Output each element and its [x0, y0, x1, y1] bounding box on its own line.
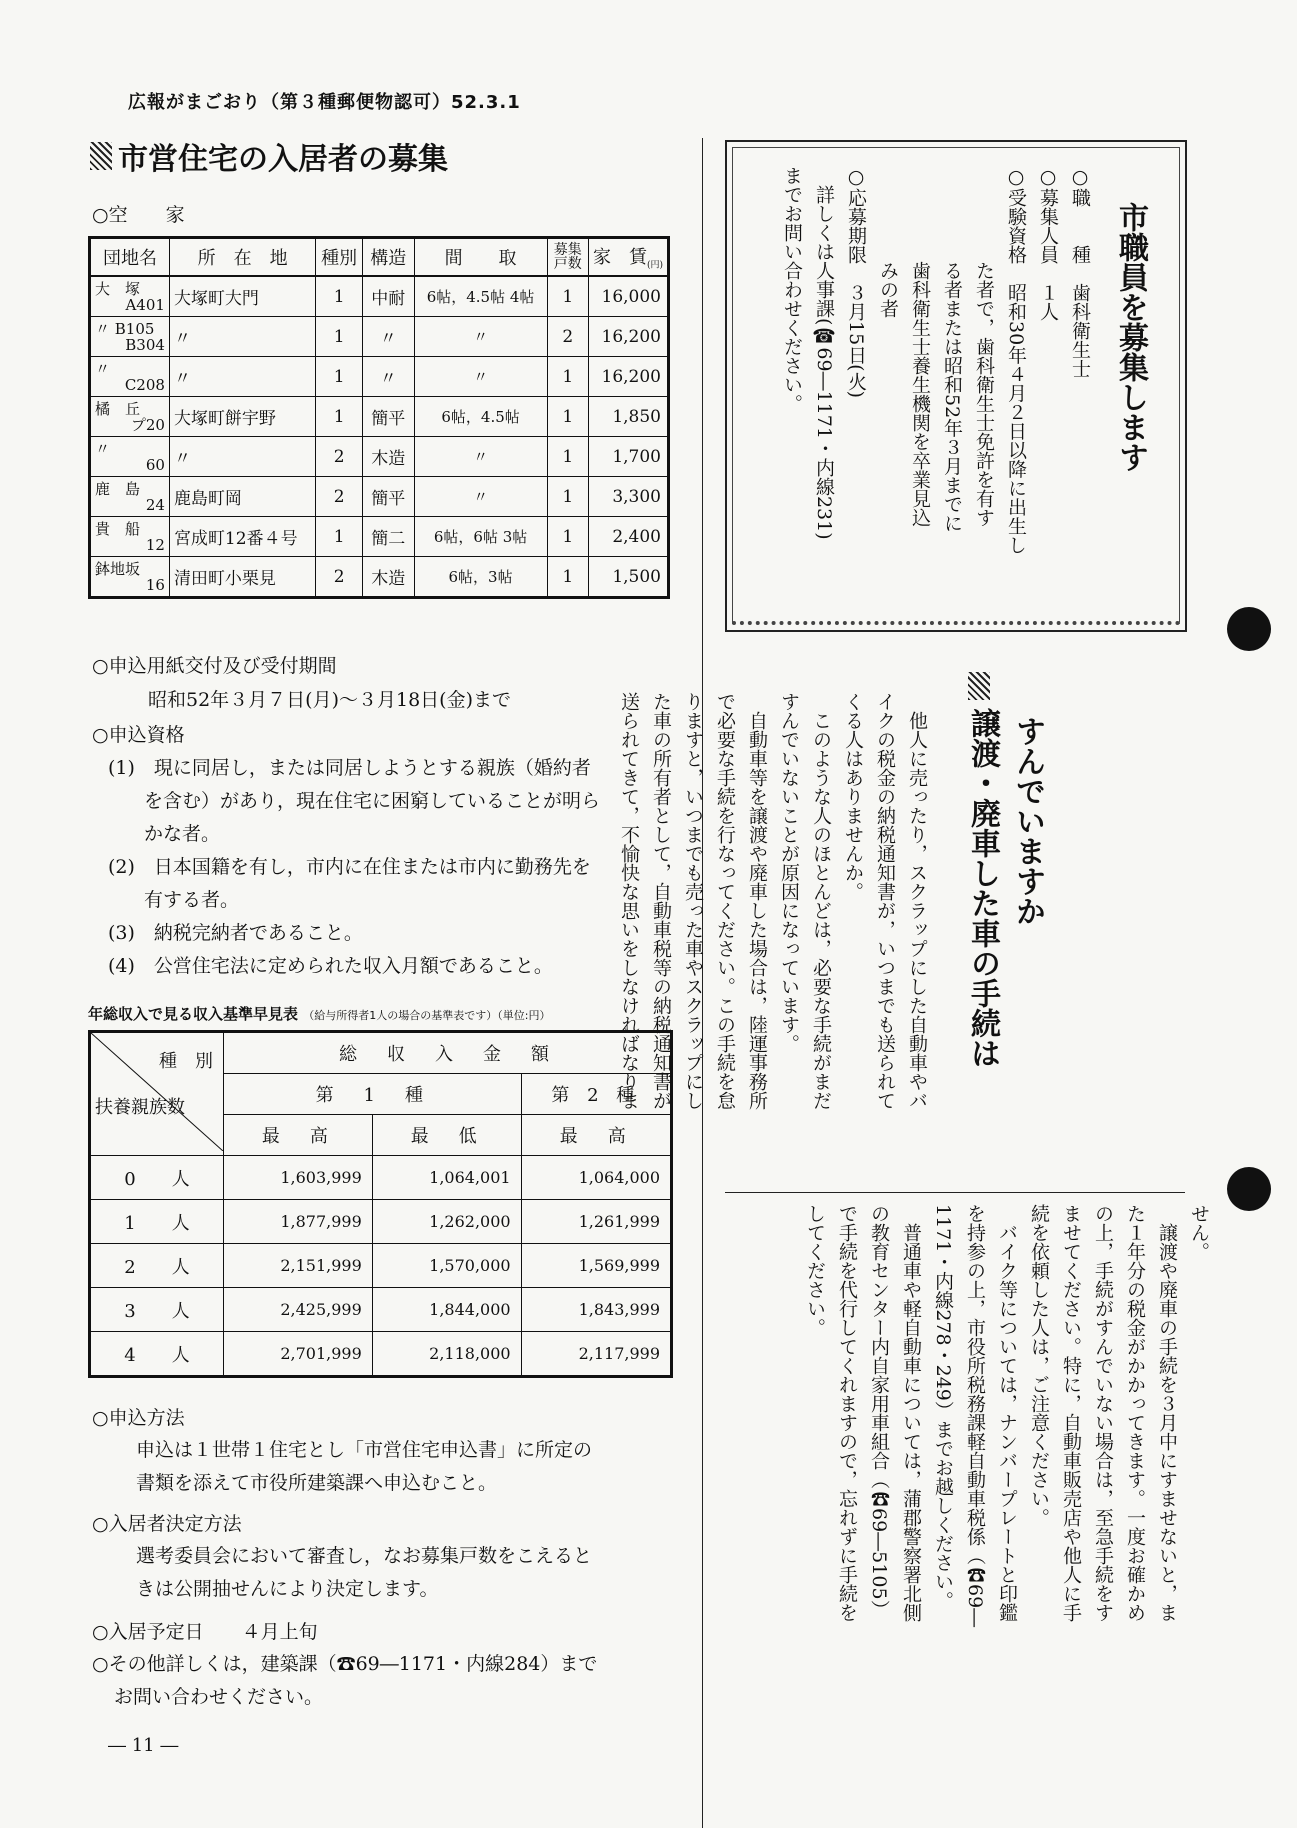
text-column: ○応募期限 ３月15日(火) [845, 166, 867, 399]
estate-name-cell [90, 437, 170, 477]
text-column: 送られてきて，不愉快な思いをしなければなりま [618, 692, 640, 1110]
movein-date: ○入居予定日 ４月上旬 [92, 1621, 318, 1643]
page-number: ― 11 ― [108, 1735, 179, 1756]
type1-max-cell: 1,877,999 [224, 1200, 373, 1244]
text-column: で手続を代行してくれますので，忘れずに手続を [836, 1204, 858, 1622]
rooms-cell: 6帖，3帖 [414, 557, 547, 598]
vacancy-table [88, 236, 670, 599]
address-cell: 〃 [169, 437, 315, 477]
address-cell: 宮成町12番４号 [169, 517, 315, 557]
text-column: 自動車等を譲渡や廃車した場合は，陸運事務所 [746, 692, 768, 1110]
table-row [90, 1156, 672, 1200]
rent-unit: (円) [646, 260, 663, 271]
income-table [88, 1030, 673, 1378]
contact-line: お問い合わせください。 [114, 1686, 324, 1708]
text-column: ○募集人員 １人 [1037, 166, 1059, 321]
col-header-rent [588, 238, 668, 277]
corner-bottom-label: 扶養親族数 [95, 1097, 185, 1118]
text-column: 詳しくは人事課(☎69―1171・内線231) [813, 166, 835, 540]
rent-cell: 16,200 [588, 357, 668, 397]
estate-name-cell [90, 557, 170, 598]
sub-header: 最 高 [224, 1115, 373, 1156]
corner-top-label: 種 別 [159, 1051, 213, 1072]
text-column: みの者 [877, 166, 899, 318]
kind-cell: 2 [316, 557, 363, 598]
estate-name-cell [90, 317, 170, 357]
rent-label: 家 賃 [592, 247, 647, 269]
text-column: ○受験資格 昭和30年４月２日以降に出生し [1005, 166, 1027, 555]
text-column: ませてください。特に，自動車販売店や他人に手 [1060, 1204, 1082, 1622]
type2-max-cell: 2,117,999 [521, 1332, 671, 1377]
table-row [90, 477, 669, 517]
units-cell: 1 [547, 557, 588, 598]
dependents-cell: 0 人 [90, 1156, 224, 1200]
text-column: 普通車や軽自動車については，蒲郡警察署北側 [900, 1204, 922, 1622]
section-rule [725, 1192, 1185, 1193]
structure-cell: 中耐 [362, 276, 414, 317]
binding-hole-icon [1227, 607, 1271, 651]
rent-cell: 16,000 [588, 276, 668, 317]
structure-cell: 木造 [362, 437, 414, 477]
kind-cell: 1 [316, 517, 363, 557]
text-column: た車の所有者として，自動車税等の納税通知書が [650, 692, 672, 1110]
caption-text: 年総収入で見る収入基準早見表 [88, 1005, 299, 1023]
table-row [90, 357, 669, 397]
type2-max-cell: 1,261,999 [521, 1200, 671, 1244]
recruit-title: 市職員を募集します [1113, 202, 1148, 472]
text-column: で必要な手続を行なってください。この手続を怠 [714, 692, 736, 1110]
table-row [90, 1288, 672, 1332]
qual-line: かな者。 [144, 823, 221, 845]
estate-name: 〃 B105 [95, 319, 155, 338]
rent-cell: 1,500 [588, 557, 668, 598]
rooms-cell: 〃 [414, 357, 547, 397]
decision-heading: ○入居者決定方法 [92, 1513, 242, 1535]
qual-line: (3) 納税完納者であること。 [108, 922, 363, 944]
type1-min-cell: 1,844,000 [372, 1288, 521, 1332]
structure-cell: 〃 [362, 357, 414, 397]
address-cell: 鹿島町岡 [169, 477, 315, 517]
page-header: 広報がまごおり（第３種郵便物認可）52.3.1 [128, 92, 521, 113]
text-column: してください。 [804, 1204, 826, 1337]
recruit-body [727, 160, 1185, 630]
estate-name: 橘 丘 [95, 399, 141, 418]
contact-text [92, 1648, 597, 1714]
type2-max-cell: 1,843,999 [521, 1288, 671, 1332]
income-table-caption [88, 1003, 550, 1024]
text-column: た１年分の税金がかかってきます。一度お確かめ [1124, 1204, 1146, 1622]
text-column: の教育センター内自家用車組合（☎69―5105） [868, 1204, 890, 1619]
housing-title [90, 134, 448, 178]
type1-max-cell: 2,701,999 [224, 1332, 373, 1377]
type1-max-cell: 2,151,999 [224, 1244, 373, 1288]
hatch-mark-icon [90, 142, 112, 170]
transfer-title-1: 譲渡・廃車した車の手続は [965, 708, 1000, 1068]
text-column: までお問い合わせください。 [781, 166, 803, 413]
estate-unit: 24 [145, 495, 165, 514]
table-row [90, 317, 669, 357]
transfer-title-2: すんでいますか [1010, 716, 1045, 926]
type1-max-cell: 2,425,999 [224, 1288, 373, 1332]
address-cell: 〃 [169, 317, 315, 357]
kind-cell: 2 [316, 437, 363, 477]
type1-min-cell: 1,064,001 [372, 1156, 521, 1200]
type2-max-cell: 1,064,000 [521, 1156, 671, 1200]
estate-unit: C208 [124, 375, 165, 394]
rooms-cell: 〃 [414, 437, 547, 477]
decision-text [136, 1540, 592, 1606]
dependents-cell: 1 人 [90, 1200, 224, 1244]
text-column: りますと，いつまでも売った車やスクラップにし [682, 692, 704, 1110]
estate-unit: A401 [125, 295, 165, 314]
address-cell: 〃 [169, 357, 315, 397]
kind-cell: 1 [316, 357, 363, 397]
estate-unit: プ20 [130, 415, 165, 434]
table-row [90, 1332, 672, 1377]
text-column: の上，手続がすんでいない場合は，至急手続をす [1092, 1204, 1114, 1622]
estate-name: 大 塚 [95, 279, 141, 298]
units-cell: 1 [547, 477, 588, 517]
text-column: 続を依頼した人は，ご注意ください。 [1028, 1204, 1050, 1527]
type2-max-cell: 1,569,999 [521, 1244, 671, 1288]
units-cell: 1 [547, 357, 588, 397]
text-column: くる人はありませんか。 [842, 692, 864, 901]
units-cell: 1 [547, 276, 588, 317]
col-header: 団地名 [90, 238, 170, 277]
type1-max-cell: 1,603,999 [224, 1156, 373, 1200]
sub-header: 最 高 [521, 1115, 671, 1156]
col-header: 構造 [362, 238, 414, 277]
units-cell: 2 [547, 317, 588, 357]
kind-cell: 1 [316, 397, 363, 437]
sub-header: 最 低 [372, 1115, 521, 1156]
text-column: すんでいないことが原因になっています。 [778, 692, 800, 1053]
dependents-cell: 2 人 [90, 1244, 224, 1288]
table-row [90, 1244, 672, 1288]
table-row [90, 276, 669, 317]
method-text [136, 1434, 592, 1500]
contact-line: ○その他詳しくは，建築課（☎69―1171・内線284）まで [92, 1653, 598, 1675]
structure-cell: 簡平 [362, 397, 414, 437]
type1-min-cell: 1,570,000 [372, 1244, 521, 1288]
col-header: 間 取 [414, 238, 547, 277]
units-cell: 1 [547, 517, 588, 557]
estate-name: 〃 [95, 359, 111, 378]
rooms-cell: 6帖，4.5帖 [414, 397, 547, 437]
rent-cell: 1,700 [588, 437, 668, 477]
rooms-cell: 〃 [414, 477, 547, 517]
address-cell: 清田町小栗見 [169, 557, 315, 598]
decision-line: 選考委員会において審査し，なお募集戸数をこえると [136, 1545, 593, 1567]
table-row [90, 397, 669, 437]
estate-name: 鹿 島 [95, 479, 141, 498]
dependents-cell: 3 人 [90, 1288, 224, 1332]
kind-cell: 1 [316, 276, 363, 317]
text-column: このような人のほとんどは，必要な手続がまだ [810, 692, 832, 1110]
structure-cell: 木造 [362, 557, 414, 598]
method-line: 書類を添えて市役所建築課へ申込むこと。 [136, 1472, 498, 1494]
kind-cell: 1 [316, 317, 363, 357]
period-heading: ○申込用紙交付及び受付期間 [92, 655, 337, 677]
text-column: た者で，歯科衛生士免許を有す [973, 166, 995, 527]
text-column: 1171・内線278・249）までお越しください。 [932, 1204, 954, 1610]
table-row [90, 557, 669, 598]
decision-line: きは公開抽せんにより決定します。 [136, 1578, 439, 1600]
method-heading: ○申込方法 [92, 1407, 185, 1429]
rent-cell: 1,850 [588, 397, 668, 437]
text-column: を持参の上，市役所税務課軽自動車税係（☎69― [964, 1204, 986, 1628]
group2-header: 第 2 種 [521, 1074, 671, 1115]
type1-min-cell: 2,118,000 [372, 1332, 521, 1377]
text-column: ○職 種 歯科衛生士 [1069, 166, 1091, 378]
qual-line: を含む）があり，現在住宅に困窮していることが明ら [144, 790, 601, 812]
type1-min-cell: 1,262,000 [372, 1200, 521, 1244]
rooms-cell: 6帖，4.5帖 4帖 [414, 276, 547, 317]
estate-name-cell [90, 477, 170, 517]
col-header: 所 在 地 [169, 238, 315, 277]
text-column: 歯科衛生士養生機関を卒業見込 [909, 166, 931, 527]
address-cell: 大塚町餅宇野 [169, 397, 315, 437]
structure-cell: 簡平 [362, 477, 414, 517]
structure-cell: 簡二 [362, 517, 414, 557]
structure-cell: 〃 [362, 317, 414, 357]
period-text: 昭和52年３月７日(月)～３月18日(金)まで [148, 689, 512, 711]
table-row [90, 1200, 672, 1244]
vacancy-table-header [90, 238, 669, 277]
binding-hole-icon [1227, 1167, 1271, 1211]
estate-name: 〃 [95, 439, 111, 458]
estate-name: 鉢地坂 [95, 559, 141, 578]
estate-unit: B304 [125, 335, 165, 354]
recruit-box [725, 140, 1187, 632]
text-column: イクの税金の納税通知書が，いつまでも送られて [874, 692, 896, 1110]
hatch-mark-icon [968, 672, 990, 700]
qual-list [108, 752, 688, 983]
corner-cell [90, 1032, 224, 1156]
estate-name-cell [90, 357, 170, 397]
rent-cell: 16,200 [588, 317, 668, 357]
col-header: 種別 [316, 238, 363, 277]
estate-name-cell [90, 397, 170, 437]
text-column: せん。 [1188, 1204, 1210, 1261]
table-row [90, 517, 669, 557]
qual-line: 有する者。 [144, 889, 240, 911]
rent-cell: 2,400 [588, 517, 668, 557]
estate-name: 貴 船 [95, 519, 141, 538]
caption-note: （給与所得者1人の場合の基準表です）（単位:円） [303, 1009, 551, 1022]
estate-unit: 60 [145, 455, 165, 474]
text-column: バイク等については，ナンバープレートと印鑑 [996, 1204, 1018, 1622]
rooms-cell: 〃 [414, 317, 547, 357]
housing-title-text: 市営住宅の入居者の募集 [118, 142, 448, 177]
table-row [90, 437, 669, 477]
method-line: 申込は１世帯１住宅とし「市営住宅申込書」に所定の [136, 1439, 593, 1461]
estate-name-cell [90, 517, 170, 557]
units-cell: 1 [547, 437, 588, 477]
qual-line: (4) 公営住宅法に定められた収入月額であること。 [108, 955, 553, 977]
col-header: 募集戸数 [547, 238, 588, 277]
kind-cell: 2 [316, 477, 363, 517]
estate-name-cell [90, 276, 170, 317]
estate-unit: 16 [145, 575, 165, 594]
vacancy-heading: ○空 家 [92, 204, 185, 226]
group-total-header: 総 収 入 金 額 [224, 1032, 672, 1074]
dependents-cell: 4 人 [90, 1332, 224, 1377]
qual-heading: ○申込資格 [92, 724, 185, 746]
group1-header: 第 1 種 [224, 1074, 522, 1115]
text-column: 他人に売ったり，スクラップにした自動車やバ [906, 692, 928, 1110]
qual-line: (2) 日本国籍を有し，市内に在住または市内に勤務先を [108, 856, 591, 878]
address-cell: 大塚町大門 [169, 276, 315, 317]
estate-unit: 12 [145, 535, 165, 554]
text-column: る者または昭和52年３月までに [941, 166, 963, 533]
units-cell: 1 [547, 397, 588, 437]
text-column: 譲渡や廃車の手続を３月中にすませないと，ま [1156, 1204, 1178, 1622]
rooms-cell: 6帖，6帖 3帖 [414, 517, 547, 557]
qual-line: (1) 現に同居し，または同居しようとする親族（婚約者 [108, 757, 591, 779]
rent-cell: 3,300 [588, 477, 668, 517]
